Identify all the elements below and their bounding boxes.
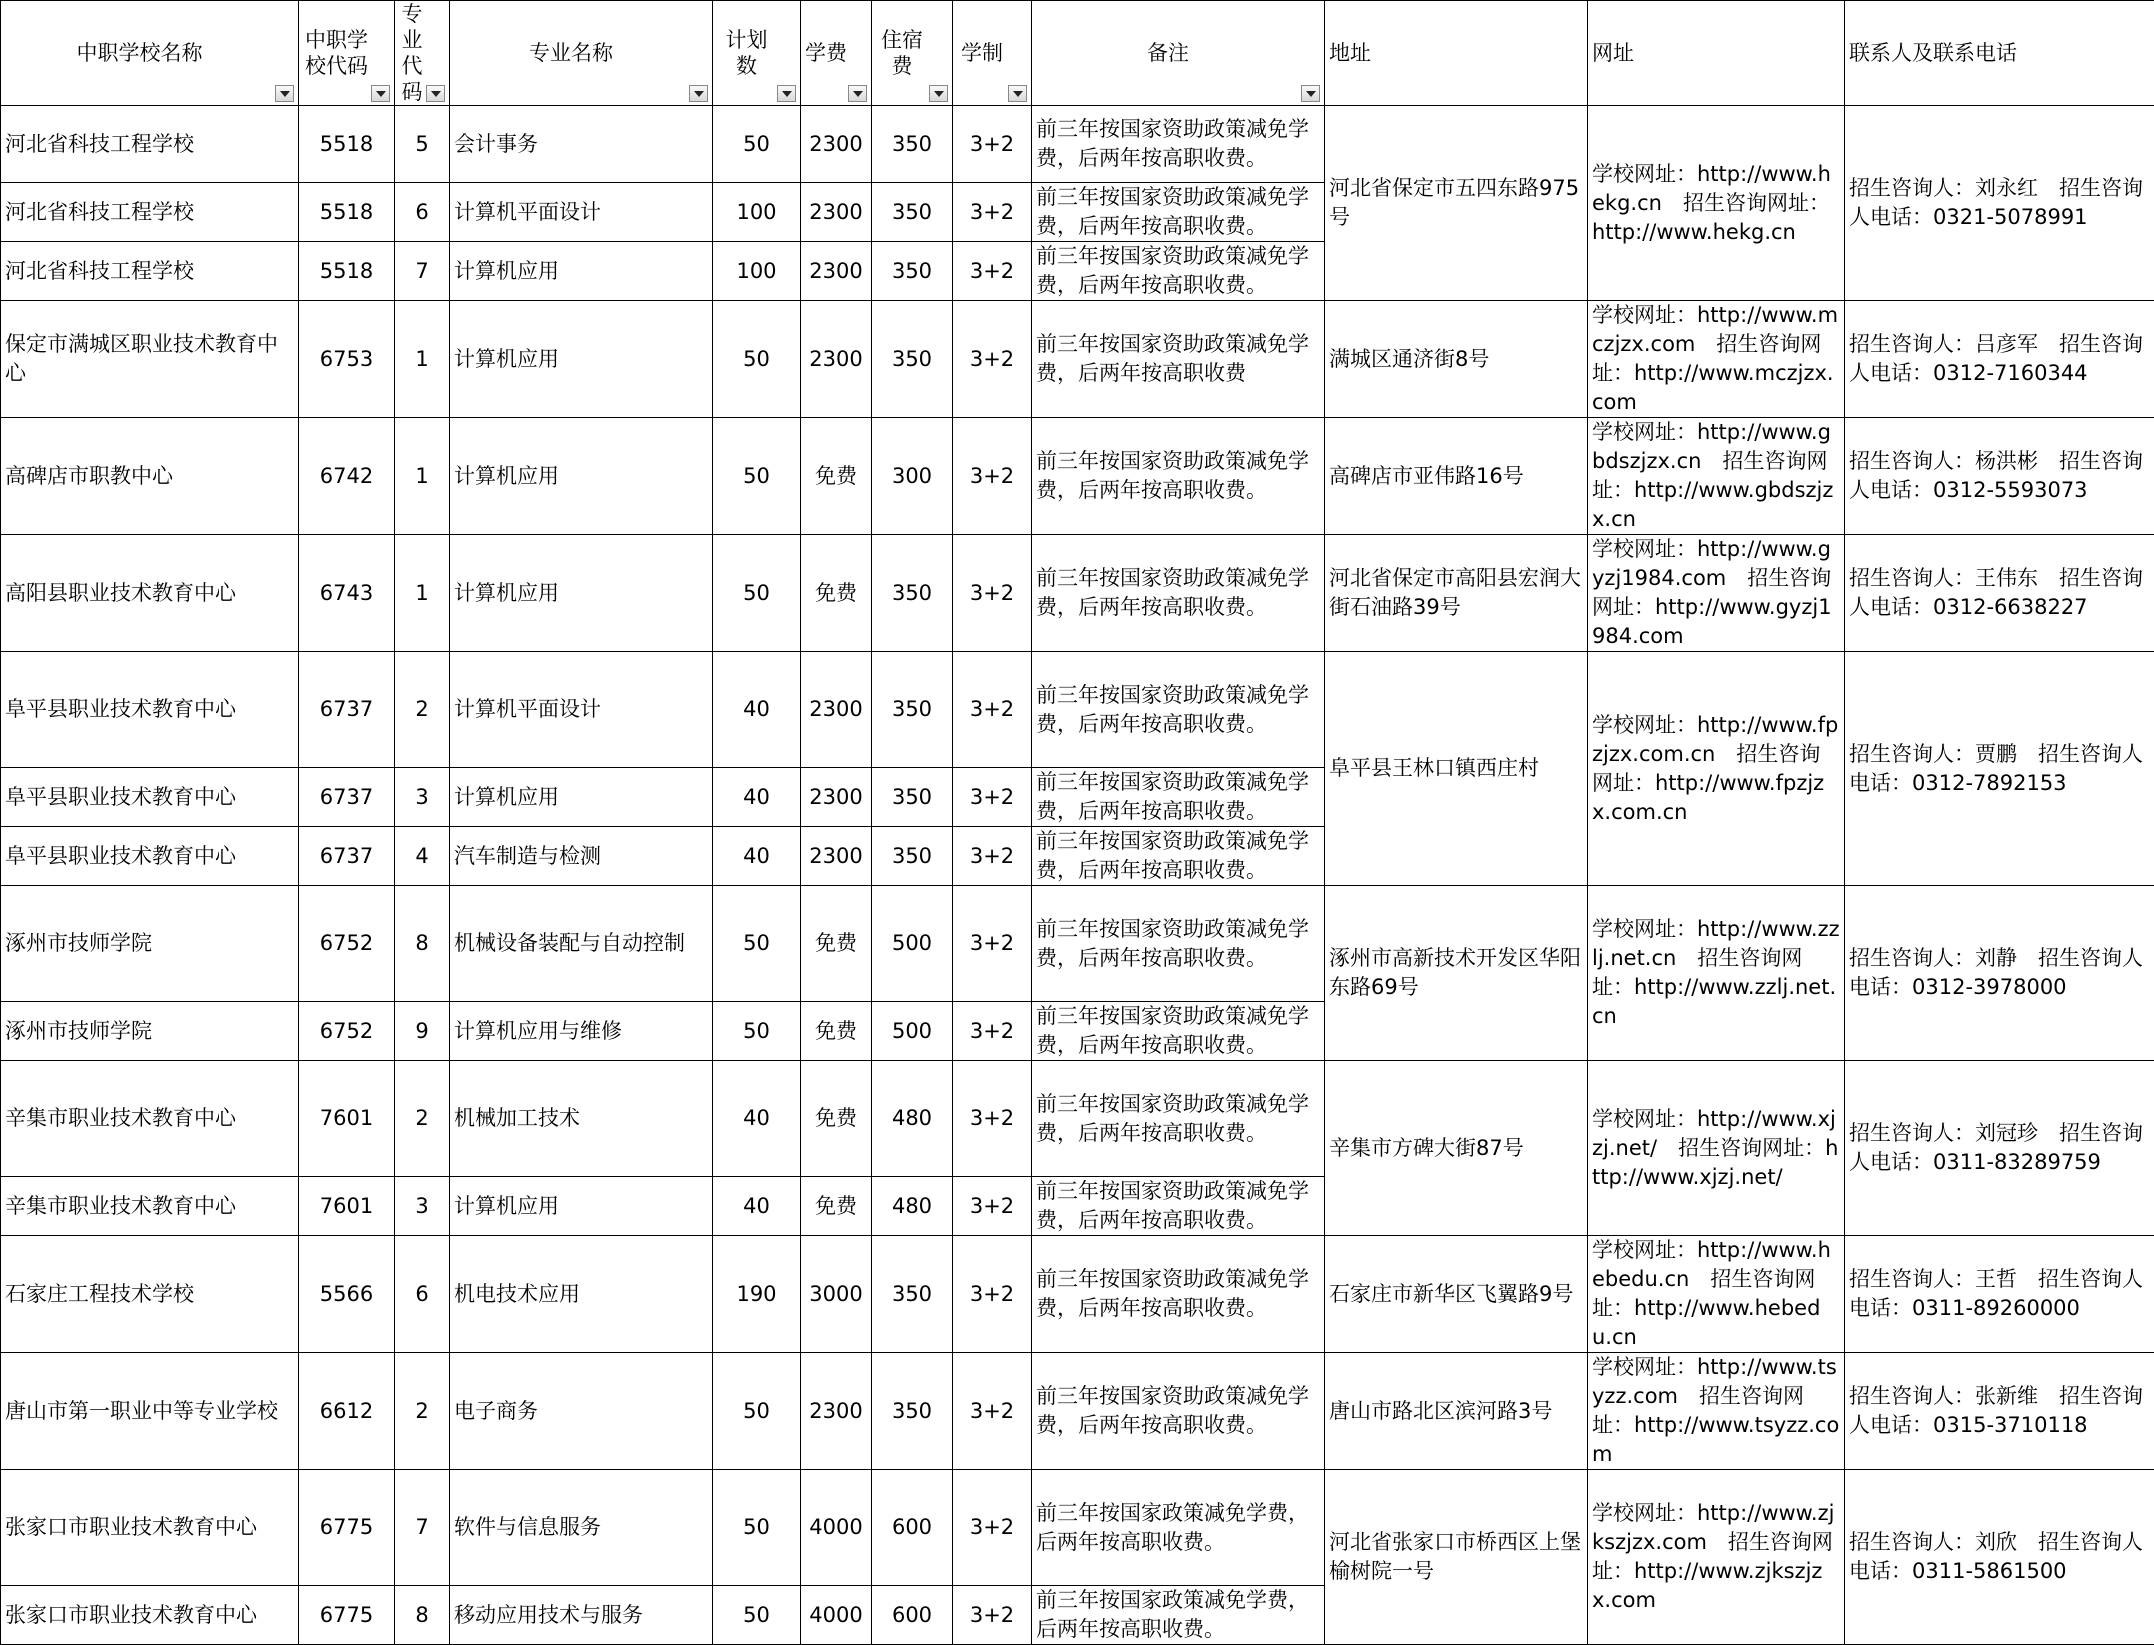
tuition-cell[interactable]: 2300 — [801, 106, 872, 183]
header-address — [1325, 1, 1588, 106]
tuition-cell[interactable]: 4000 — [801, 1586, 872, 1645]
dorm-fee-cell[interactable]: 350 — [872, 827, 953, 886]
note-cell[interactable]: 前三年按国家资助政策减免学费，后两年按高职收费。 — [1032, 1236, 1325, 1353]
header-major-name — [450, 1, 713, 106]
dorm-fee-cell[interactable]: 350 — [872, 535, 953, 652]
duration-cell[interactable]: 3+2 — [953, 1353, 1032, 1470]
school-code-cell[interactable]: 5518 — [299, 183, 395, 242]
tuition-cell[interactable]: 免费 — [801, 418, 872, 535]
school-code-cell[interactable]: 5566 — [299, 1236, 395, 1353]
table-row — [1, 301, 2154, 418]
plan-count-cell[interactable]: 40 — [713, 652, 801, 768]
school-code-cell[interactable]: 5518 — [299, 106, 395, 183]
plan-count-cell[interactable]: 50 — [713, 1470, 801, 1586]
filter-dropdown-icon[interactable] — [929, 85, 948, 102]
tuition-cell[interactable]: 免费 — [801, 886, 872, 1002]
note-cell[interactable]: 前三年按国家资助政策减免学费，后两年按高职收费。 — [1032, 886, 1325, 1002]
duration-cell[interactable]: 3+2 — [953, 418, 1032, 535]
address-cell[interactable]: 辛集市方碑大街87号 — [1325, 1061, 1588, 1236]
school-name-cell[interactable]: 阜平县职业技术教育中心 — [1, 768, 299, 827]
note-cell[interactable]: 前三年按国家资助政策减免学费，后两年按高职收费。 — [1032, 106, 1325, 183]
school-name-cell[interactable]: 张家口市职业技术教育中心 — [1, 1470, 299, 1586]
website-cell[interactable]: 学校网址：http://www.zjkszjzx.com 招生咨询网址：http://www.zjkszjzx.com — [1588, 1470, 1845, 1645]
contact-cell[interactable]: 招生咨询人：王伟东 招生咨询人电话：0312-6638227 — [1845, 535, 2154, 652]
header-tuition — [801, 1, 872, 106]
major-code-cell[interactable]: 2 — [395, 1061, 450, 1177]
header-plan — [713, 1, 801, 106]
header-label: 中职学校名称 — [5, 40, 294, 66]
plan-count-cell[interactable]: 190 — [713, 1236, 801, 1353]
address-cell[interactable]: 涿州市高新技术开发区华阳东路69号 — [1325, 886, 1588, 1061]
dorm-fee-cell[interactable]: 480 — [872, 1061, 953, 1177]
school-code-cell[interactable]: 6612 — [299, 1353, 395, 1470]
major-name-cell[interactable]: 计算机应用 — [450, 1177, 713, 1236]
tuition-cell[interactable]: 免费 — [801, 1061, 872, 1177]
school-name-cell[interactable]: 涿州市技师学院 — [1, 886, 299, 1002]
address-cell[interactable]: 石家庄市新华区飞翼路9号 — [1325, 1236, 1588, 1353]
dorm-fee-cell[interactable]: 350 — [872, 301, 953, 418]
major-name-cell[interactable]: 机械加工技术 — [450, 1061, 713, 1177]
major-code-cell[interactable]: 6 — [395, 1236, 450, 1353]
note-cell[interactable]: 前三年按国家资助政策减免学费，后两年按高职收费。 — [1032, 418, 1325, 535]
duration-cell[interactable]: 3+2 — [953, 652, 1032, 768]
major-name-cell[interactable]: 机电技术应用 — [450, 1236, 713, 1353]
note-cell[interactable]: 前三年按国家政策减免学费，后两年按高职收费。 — [1032, 1586, 1325, 1645]
note-cell[interactable]: 前三年按国家资助政策减免学费，后两年按高职收费。 — [1032, 768, 1325, 827]
major-name-cell[interactable]: 汽车制造与检测 — [450, 827, 713, 886]
table-row — [1, 1353, 2154, 1470]
header-label: 住宿费 — [876, 27, 948, 79]
table-row — [1, 1061, 2154, 1177]
dorm-fee-cell[interactable]: 480 — [872, 1177, 953, 1236]
table-row — [1, 1236, 2154, 1353]
school-name-cell[interactable]: 辛集市职业技术教育中心 — [1, 1177, 299, 1236]
filter-dropdown-icon[interactable] — [1008, 85, 1027, 102]
note-cell[interactable]: 前三年按国家政策减免学费，后两年按高职收费。 — [1032, 1470, 1325, 1586]
school-name-cell[interactable]: 涿州市技师学院 — [1, 1002, 299, 1061]
header-label: 联系人及联系电话 — [1849, 41, 2017, 65]
tuition-cell[interactable]: 免费 — [801, 1177, 872, 1236]
dorm-fee-cell[interactable]: 600 — [872, 1586, 953, 1645]
contact-cell[interactable]: 招生咨询人：刘静 招生咨询人电话：0312-3978000 — [1845, 886, 2154, 1061]
major-code-cell[interactable]: 2 — [395, 1353, 450, 1470]
plan-count-cell[interactable]: 50 — [713, 1002, 801, 1061]
major-name-cell[interactable]: 计算机应用 — [450, 301, 713, 418]
duration-cell[interactable]: 3+2 — [953, 1002, 1032, 1061]
major-name-cell[interactable]: 计算机应用 — [450, 535, 713, 652]
plan-count-cell[interactable]: 50 — [713, 418, 801, 535]
plan-count-cell[interactable]: 40 — [713, 1061, 801, 1177]
contact-cell[interactable]: 招生咨询人：张新维 招生咨询人电话：0315-3710118 — [1845, 1353, 2154, 1470]
note-cell[interactable]: 前三年按国家资助政策减免学费，后两年按高职收费。 — [1032, 242, 1325, 301]
contact-cell[interactable]: 招生咨询人：吕彦军 招生咨询人电话：0312-7160344 — [1845, 301, 2154, 418]
header-label: 地址 — [1329, 41, 1371, 65]
plan-count-cell[interactable]: 50 — [713, 301, 801, 418]
table-row — [1, 1470, 2154, 1586]
school-code-cell[interactable]: 6752 — [299, 1002, 395, 1061]
dorm-fee-cell[interactable]: 350 — [872, 106, 953, 183]
note-cell[interactable]: 前三年按国家资助政策减免学费，后两年按高职收费。 — [1032, 827, 1325, 886]
school-code-cell[interactable]: 6737 — [299, 652, 395, 768]
duration-cell[interactable]: 3+2 — [953, 1177, 1032, 1236]
major-code-cell[interactable]: 7 — [395, 1470, 450, 1586]
major-code-cell[interactable]: 1 — [395, 535, 450, 652]
major-name-cell[interactable]: 计算机应用与维修 — [450, 1002, 713, 1061]
note-cell[interactable]: 前三年按国家资助政策减免学费，后两年按高职收费。 — [1032, 1177, 1325, 1236]
website-cell[interactable]: 学校网址：http://www.fpzjzx.com.cn 招生咨询网址：http://www.fpzjzx.com.cn — [1588, 652, 1845, 886]
note-cell[interactable]: 前三年按国家资助政策减免学费，后两年按高职收费。 — [1032, 183, 1325, 242]
major-code-cell[interactable]: 1 — [395, 301, 450, 418]
tuition-cell[interactable]: 2300 — [801, 1353, 872, 1470]
table-row — [1, 652, 2154, 768]
major-name-cell[interactable]: 软件与信息服务 — [450, 1470, 713, 1586]
tuition-cell[interactable]: 2300 — [801, 768, 872, 827]
note-cell[interactable]: 前三年按国家资助政策减免学费，后两年按高职收费 — [1032, 301, 1325, 418]
table-row — [1, 106, 2154, 183]
address-cell[interactable]: 满城区通济街8号 — [1325, 301, 1588, 418]
tuition-cell[interactable]: 2300 — [801, 183, 872, 242]
website-cell[interactable]: 学校网址：http://www.zzlj.net.cn 招生咨询网址：http://www.zzlj.net.cn — [1588, 886, 1845, 1061]
header-label: 中职学校代码 — [303, 27, 390, 79]
major-name-cell[interactable]: 电子商务 — [450, 1353, 713, 1470]
website-cell[interactable]: 学校网址：http://www.mczjzx.com 招生咨询网址：http://www.mczjzx.com — [1588, 301, 1845, 418]
major-name-cell[interactable]: 计算机应用 — [450, 768, 713, 827]
major-code-cell[interactable]: 1 — [395, 418, 450, 535]
major-code-cell[interactable]: 8 — [395, 886, 450, 1002]
address-cell[interactable]: 河北省保定市高阳县宏润大街石油路39号 — [1325, 535, 1588, 652]
major-name-cell[interactable]: 移动应用技术与服务 — [450, 1586, 713, 1645]
duration-cell[interactable]: 3+2 — [953, 1061, 1032, 1177]
note-cell[interactable]: 前三年按国家资助政策减免学费，后两年按高职收费。 — [1032, 652, 1325, 768]
header-school-code — [299, 1, 395, 106]
note-cell[interactable]: 前三年按国家资助政策减免学费，后两年按高职收费。 — [1032, 1353, 1325, 1470]
table-row — [1, 535, 2154, 652]
filter-dropdown-icon[interactable] — [275, 85, 294, 102]
filter-dropdown-icon[interactable] — [848, 85, 867, 102]
note-cell[interactable]: 前三年按国家资助政策减免学费，后两年按高职收费。 — [1032, 535, 1325, 652]
address-cell[interactable]: 高碑店市亚伟路16号 — [1325, 418, 1588, 535]
dorm-fee-cell[interactable]: 350 — [872, 183, 953, 242]
tuition-cell[interactable]: 免费 — [801, 1002, 872, 1061]
header-note — [1032, 1, 1325, 106]
school-name-cell[interactable]: 河北省科技工程学校 — [1, 106, 299, 183]
major-code-cell[interactable]: 7 — [395, 242, 450, 301]
school-name-cell[interactable]: 石家庄工程技术学校 — [1, 1236, 299, 1353]
major-name-cell[interactable]: 计算机平面设计 — [450, 652, 713, 768]
header-label: 学制 — [957, 40, 1027, 66]
contact-cell[interactable]: 招生咨询人：刘冠珍 招生咨询人电话：0311-83289759 — [1845, 1061, 2154, 1236]
note-cell[interactable]: 前三年按国家资助政策减免学费，后两年按高职收费。 — [1032, 1002, 1325, 1061]
header-website — [1588, 1, 1845, 106]
duration-cell[interactable]: 3+2 — [953, 1470, 1032, 1586]
filter-dropdown-icon[interactable] — [1301, 85, 1320, 102]
school-name-cell[interactable]: 高碑店市职教中心 — [1, 418, 299, 535]
plan-count-cell[interactable]: 100 — [713, 183, 801, 242]
address-cell[interactable]: 阜平县王林口镇西庄村 — [1325, 652, 1588, 886]
school-name-cell[interactable]: 河北省科技工程学校 — [1, 242, 299, 301]
header-label: 学费 — [805, 40, 867, 66]
school-name-cell[interactable]: 保定市满城区职业技术教育中心 — [1, 301, 299, 418]
duration-cell[interactable]: 3+2 — [953, 183, 1032, 242]
major-name-cell[interactable]: 计算机应用 — [450, 418, 713, 535]
tuition-cell[interactable]: 2300 — [801, 301, 872, 418]
tuition-cell[interactable]: 2300 — [801, 242, 872, 301]
header-label: 备注 — [1036, 40, 1320, 66]
school-code-cell[interactable]: 5518 — [299, 242, 395, 301]
address-cell[interactable]: 河北省张家口市桥西区上堡榆树院一号 — [1325, 1470, 1588, 1645]
table-row — [1, 886, 2154, 1002]
website-cell[interactable]: 学校网址：http://www.hekg.cn 招生咨询网址：http://www.hekg.cn — [1588, 106, 1845, 301]
school-code-cell[interactable]: 6775 — [299, 1470, 395, 1586]
tuition-cell[interactable]: 2300 — [801, 652, 872, 768]
header-contact — [1845, 1, 2154, 106]
plan-count-cell[interactable]: 50 — [713, 535, 801, 652]
school-code-cell[interactable]: 6753 — [299, 301, 395, 418]
contact-cell[interactable]: 招生咨询人：杨洪彬 招生咨询人电话：0312-5593073 — [1845, 418, 2154, 535]
school-code-cell[interactable]: 6737 — [299, 827, 395, 886]
major-code-cell[interactable]: 8 — [395, 1586, 450, 1645]
school-code-cell[interactable]: 7601 — [299, 1061, 395, 1177]
contact-cell[interactable]: 招生咨询人：王哲 招生咨询人电话：0311-89260000 — [1845, 1236, 2154, 1353]
tuition-cell[interactable]: 免费 — [801, 535, 872, 652]
filter-dropdown-icon[interactable] — [777, 85, 796, 102]
dorm-fee-cell[interactable]: 350 — [872, 242, 953, 301]
duration-cell[interactable]: 3+2 — [953, 1586, 1032, 1645]
website-cell[interactable]: 学校网址：http://www.xjzj.net/ 招生咨询网址：http://www.xjzj.net/ — [1588, 1061, 1845, 1236]
dorm-fee-cell[interactable]: 500 — [872, 886, 953, 1002]
major-code-cell[interactable]: 9 — [395, 1002, 450, 1061]
school-code-cell[interactable]: 6742 — [299, 418, 395, 535]
website-cell[interactable]: 学校网址：http://www.hebedu.cn 招生咨询网址：http://www.hebedu.cn — [1588, 1236, 1845, 1353]
website-cell[interactable]: 学校网址：http://www.gyzj1984.com 招生咨询网址：http://www.gyzj1984.com — [1588, 535, 1845, 652]
header-label: 计划数 — [717, 27, 796, 79]
school-name-cell[interactable]: 辛集市职业技术教育中心 — [1, 1061, 299, 1177]
major-code-cell[interactable]: 3 — [395, 1177, 450, 1236]
duration-cell[interactable]: 3+2 — [953, 886, 1032, 1002]
plan-count-cell[interactable]: 50 — [713, 1586, 801, 1645]
plan-count-cell[interactable]: 50 — [713, 886, 801, 1002]
header-row — [1, 1, 2154, 106]
header-label: 网址 — [1592, 41, 1634, 65]
duration-cell[interactable]: 3+2 — [953, 768, 1032, 827]
filter-dropdown-icon[interactable] — [689, 85, 708, 102]
major-code-cell[interactable]: 2 — [395, 652, 450, 768]
header-label: 专业代码 — [399, 1, 445, 105]
major-code-cell[interactable]: 4 — [395, 827, 450, 886]
filter-dropdown-icon[interactable] — [371, 85, 390, 102]
dorm-fee-cell[interactable]: 350 — [872, 652, 953, 768]
school-name-cell[interactable]: 阜平县职业技术教育中心 — [1, 652, 299, 768]
major-name-cell[interactable]: 计算机应用 — [450, 242, 713, 301]
header-school-name — [1, 1, 299, 106]
duration-cell[interactable]: 3+2 — [953, 535, 1032, 652]
major-code-cell[interactable]: 3 — [395, 768, 450, 827]
duration-cell[interactable]: 3+2 — [953, 242, 1032, 301]
header-major-code — [395, 1, 450, 106]
school-name-cell[interactable]: 唐山市第一职业中等专业学校 — [1, 1353, 299, 1470]
duration-cell[interactable]: 3+2 — [953, 106, 1032, 183]
major-name-cell[interactable]: 机械设备装配与自动控制 — [450, 886, 713, 1002]
school-name-cell[interactable]: 张家口市职业技术教育中心 — [1, 1586, 299, 1645]
address-cell[interactable]: 唐山市路北区滨河路3号 — [1325, 1353, 1588, 1470]
tuition-cell[interactable]: 3000 — [801, 1236, 872, 1353]
header-label: 专业名称 — [454, 40, 708, 66]
plan-count-cell[interactable]: 50 — [713, 106, 801, 183]
website-cell[interactable]: 学校网址：http://www.tsyzz.com 招生咨询网址：http://www.tsyzz.com — [1588, 1353, 1845, 1470]
contact-cell[interactable]: 招生咨询人：刘永红 招生咨询人电话：0321-5078991 — [1845, 106, 2154, 301]
contact-cell[interactable]: 招生咨询人：贾鹏 招生咨询人电话：0312-7892153 — [1845, 652, 2154, 886]
plan-count-cell[interactable]: 100 — [713, 242, 801, 301]
school-code-cell[interactable]: 6752 — [299, 886, 395, 1002]
header-duration — [953, 1, 1032, 106]
contact-cell[interactable]: 招生咨询人：刘欣 招生咨询人电话：0311-5861500 — [1845, 1470, 2154, 1645]
tuition-cell[interactable]: 4000 — [801, 1470, 872, 1586]
school-code-cell[interactable]: 6775 — [299, 1586, 395, 1645]
major-code-cell[interactable]: 6 — [395, 183, 450, 242]
table-row — [1, 418, 2154, 535]
duration-cell[interactable]: 3+2 — [953, 1236, 1032, 1353]
dorm-fee-cell[interactable]: 350 — [872, 768, 953, 827]
school-code-cell[interactable]: 7601 — [299, 1177, 395, 1236]
note-cell[interactable]: 前三年按国家资助政策减免学费，后两年按高职收费。 — [1032, 1061, 1325, 1177]
dorm-fee-cell[interactable]: 350 — [872, 1236, 953, 1353]
major-name-cell[interactable]: 计算机平面设计 — [450, 183, 713, 242]
plan-count-cell[interactable]: 40 — [713, 1177, 801, 1236]
dorm-fee-cell[interactable]: 350 — [872, 1353, 953, 1470]
school-code-cell[interactable]: 6743 — [299, 535, 395, 652]
major-code-cell[interactable]: 5 — [395, 106, 450, 183]
tuition-cell[interactable]: 2300 — [801, 827, 872, 886]
filter-dropdown-icon[interactable] — [426, 85, 445, 102]
dorm-fee-cell[interactable]: 300 — [872, 418, 953, 535]
plan-count-cell[interactable]: 50 — [713, 1353, 801, 1470]
duration-cell[interactable]: 3+2 — [953, 301, 1032, 418]
plan-count-cell[interactable]: 40 — [713, 827, 801, 886]
school-name-cell[interactable]: 高阳县职业技术教育中心 — [1, 535, 299, 652]
school-code-cell[interactable]: 6737 — [299, 768, 395, 827]
duration-cell[interactable]: 3+2 — [953, 827, 1032, 886]
header-dorm-fee — [872, 1, 953, 106]
school-name-cell[interactable]: 河北省科技工程学校 — [1, 183, 299, 242]
dorm-fee-cell[interactable]: 600 — [872, 1470, 953, 1586]
website-cell[interactable]: 学校网址：http://www.gbdszjzx.cn 招生咨询网址：http://www.gbdszjzx.cn — [1588, 418, 1845, 535]
plan-count-cell[interactable]: 40 — [713, 768, 801, 827]
school-name-cell[interactable]: 阜平县职业技术教育中心 — [1, 827, 299, 886]
major-name-cell[interactable]: 会计事务 — [450, 106, 713, 183]
address-cell[interactable]: 河北省保定市五四东路975号 — [1325, 106, 1588, 301]
dorm-fee-cell[interactable]: 500 — [872, 1002, 953, 1061]
